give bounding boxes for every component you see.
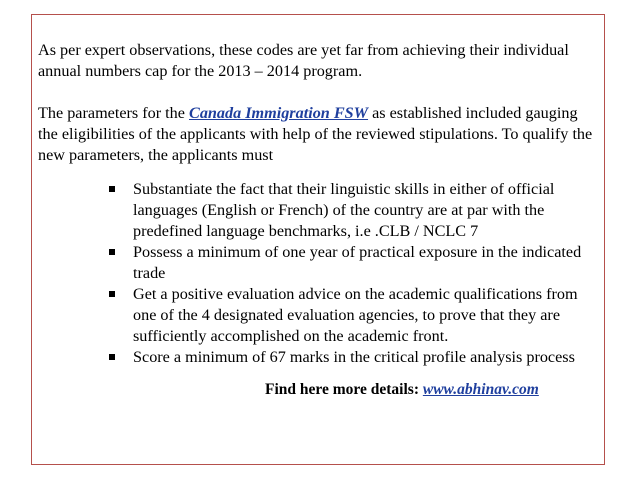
list-item-text: Substantiate the fact that their linguistic skills in either of official languages (English or French) of the country are at par with the predefined language benchmarks, i.e .CLB / NCLC 7 [133, 180, 555, 240]
canada-immigration-fsw-link[interactable]: Canada Immigration FSW [189, 104, 369, 122]
square-bullet-icon [109, 186, 115, 192]
list-item-text: Possess a minimum of one year of practical exposure in the indicated trade [133, 243, 582, 282]
requirements-list [38, 179, 598, 368]
details-footer [38, 379, 598, 400]
list-item [38, 242, 598, 284]
list-item-text: Score a minimum of 67 marks in the critical profile analysis process [133, 348, 575, 366]
abhinav-website-link[interactable]: www.abhinav.com [422, 381, 539, 398]
parameters-paragraph [38, 103, 598, 166]
slide-content [38, 40, 598, 400]
footer-label: Find here more details: [265, 381, 423, 398]
parameters-text-before: The parameters for the [38, 104, 190, 122]
square-bullet-icon [109, 291, 115, 297]
parameters-text-after: as established included gauging the eligibilities of the applicants with help of the reviewed stipulations. To qualify the new parameters, the applicants must [38, 104, 593, 164]
list-item [38, 179, 598, 242]
square-bullet-icon [109, 249, 115, 255]
list-item [38, 347, 598, 368]
list-item-text: Get a positive evaluation advice on the academic qualifications from one of the 4 designated evaluation agencies, to prove that they are sufficiently accomplished on the academic front. [133, 285, 578, 345]
intro-paragraph: As per expert observations, these codes are yet far from achieving their individual annual numbers cap for the 2013 – 2014 program. [38, 41, 569, 80]
list-item [38, 284, 598, 347]
square-bullet-icon [109, 354, 115, 360]
slide-frame [31, 14, 605, 465]
